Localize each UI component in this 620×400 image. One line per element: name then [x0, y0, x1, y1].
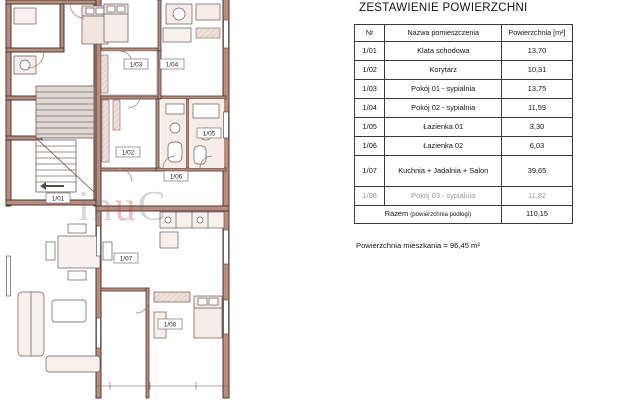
room-label-1-08 [158, 319, 182, 329]
room-label-1-01 [46, 193, 70, 203]
room-label-1-04 [160, 59, 184, 69]
room-label-1-03 [124, 59, 148, 69]
room-area: 6,03 [501, 137, 572, 156]
table-total-row [355, 206, 573, 224]
room-nr: 1/04 [355, 99, 385, 118]
svg-text:1/03: 1/03 [129, 61, 143, 69]
svg-text:1/01: 1/01 [51, 195, 65, 203]
room-area: 11,59 [501, 99, 572, 118]
svg-text:1/07: 1/07 [119, 255, 133, 263]
total-label [355, 206, 502, 224]
watermark: inuC [78, 184, 168, 230]
column-header-area: Powierzchnia [m²] [501, 25, 572, 42]
column-header-nr: Nr [355, 25, 385, 42]
svg-text:1/05: 1/05 [202, 130, 216, 138]
room-name: Łazienka 01 [385, 118, 502, 137]
room-name: Klata schodowa [385, 42, 502, 61]
svg-text:1/06: 1/06 [169, 173, 183, 181]
column-header-name: Nazwa pomieszczenia [385, 25, 502, 42]
room-nr: 1/03 [355, 80, 385, 99]
table-row [355, 187, 573, 206]
room-nr: 1/08 [355, 187, 385, 206]
svg-text:1/02: 1/02 [121, 149, 135, 157]
room-label-1-02 [116, 147, 140, 157]
table-header-row [355, 25, 573, 42]
room-nr: 1/01 [355, 42, 385, 61]
room-area: 10,31 [501, 61, 572, 80]
room-label-1-07 [114, 253, 138, 263]
table-row [355, 137, 573, 156]
table-row [355, 99, 573, 118]
total-label-sub: (powierzchnia podłogi) [410, 211, 472, 219]
room-area: 11,82 [501, 187, 572, 206]
room-area: 13,75 [501, 80, 572, 99]
room-name: Łazienka 02 [385, 137, 502, 156]
table-row [355, 61, 573, 80]
room-label-1-05 [197, 128, 221, 138]
total-label-text: Razem [384, 209, 409, 219]
room-name: Pokój 02 - sypialnia [385, 99, 502, 118]
room-name: Korytarz [385, 61, 502, 80]
area-schedule [345, 0, 620, 400]
svg-text:1/04: 1/04 [165, 61, 179, 69]
room-nr: 1/07 [355, 156, 385, 187]
room-name: Kuchnia + Jadalnia + Salon [385, 156, 502, 187]
total-area: 110,15 [501, 206, 572, 224]
room-area: 13,70 [501, 42, 572, 61]
room-name: Pokój 01 - sypialnia [385, 80, 502, 99]
table-row [355, 156, 573, 187]
table-row [355, 118, 573, 137]
svg-text:1/08: 1/08 [163, 321, 177, 329]
room-area: 39,65 [501, 156, 572, 187]
room-area: 3,30 [501, 118, 572, 137]
table-row [355, 42, 573, 61]
table-row [355, 80, 573, 99]
area-table [354, 24, 573, 224]
room-name: Pokój 03 - sypialnia [385, 187, 502, 206]
room-nr: 1/05 [355, 118, 385, 137]
room-nr: 1/02 [355, 61, 385, 80]
room-nr: 1/06 [355, 137, 385, 156]
sheet-title: ZESTAWIENIE POWIERZCHNI [359, 2, 528, 14]
room-label-1-06 [164, 171, 188, 181]
apartment-area-note: Powierzchnia mieszkania = 96,45 m² [356, 241, 480, 250]
